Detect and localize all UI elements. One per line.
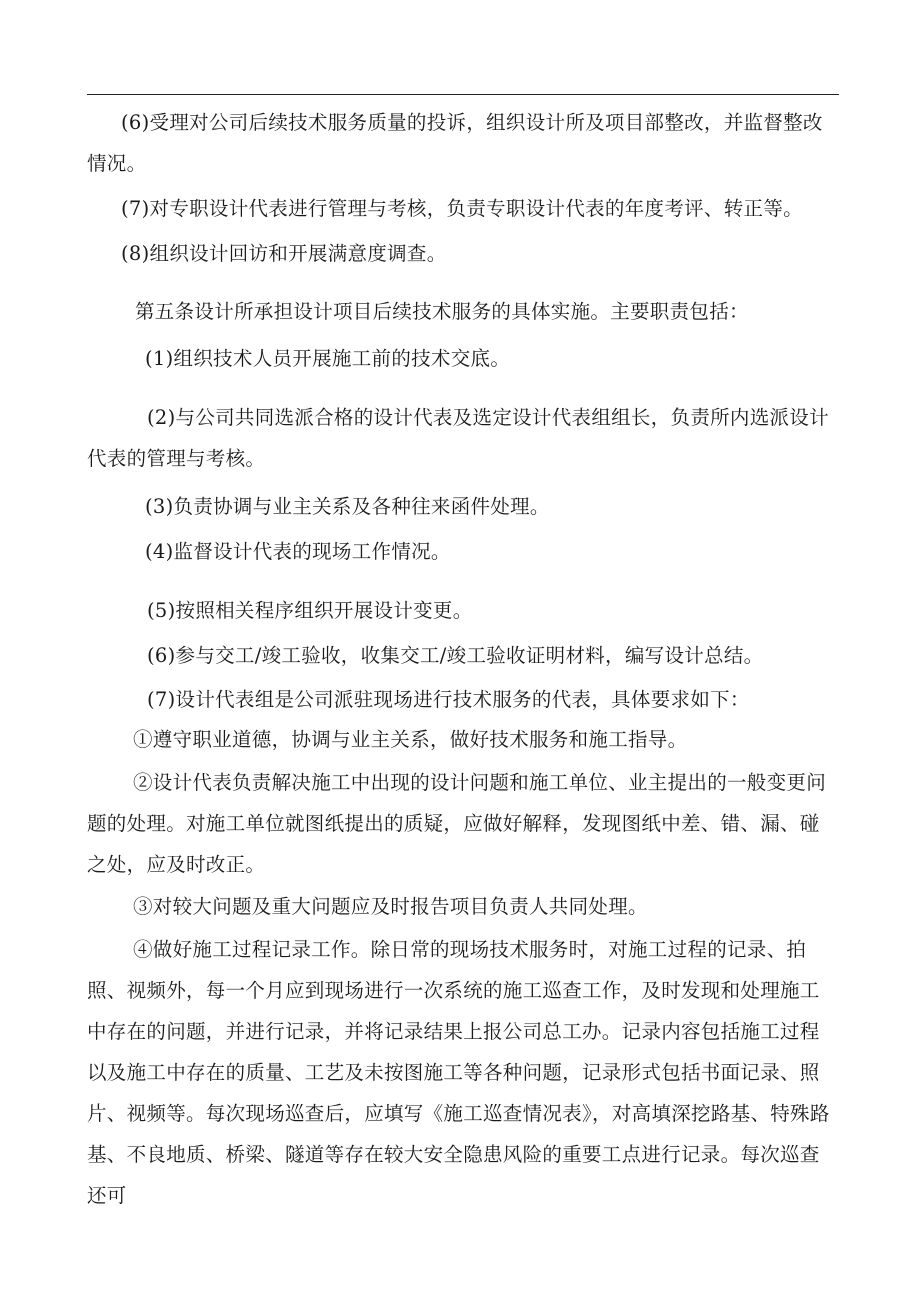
paragraph-item-8-revisit: (8)组织设计回访和开展满意度调查。 <box>121 242 447 265</box>
paragraph-item-6-acceptance: (6)参与交工/竣工验收，收集交工/竣工验收证明材料，编写设计总结。 <box>147 644 764 667</box>
requirement-4-records: ④做好施工过程记录工作。除日常的现场技术服务时，对施工过程的记录、拍照、视频外，每一个月应到现场进行一次系统的施工巡查工作，及时发现和处理施工中存在的问题，并进行记录，并将记录结果上报公司总工办。记录内容包括施工过程以及施工中存在的质量、工艺及未按图施工等各种问题，记录形式包括书面记录、照片、视频等。每次现场巡查后，应填写《施工巡查情况表》，对高填深挖路基、特殊路基、不良地质、桥梁、隧道等存在较大安全隐患风险的重要工点进行记录。每次巡查还可 <box>87 938 830 1207</box>
header-rule <box>87 94 839 95</box>
paragraph-item-7-rep-management: (7)对专职设计代表进行管理与考核，负责专职设计代表的年度考评、转正等。 <box>121 197 803 220</box>
requirement-2-problem-handling: ②设计代表负责解决施工中出现的设计问题和施工单位、业主提出的一般变更问题的处理。对施工单位就图纸提出的质疑，应做好解释，发现图纸中差、错、漏、碰之处，应及时改正。 <box>87 771 827 876</box>
paragraph-item-3-coordination: (3)负责协调与业主关系及各种往来函件处理。 <box>145 495 550 518</box>
requirement-3-reporting: ③对较大问题及重大问题应及时报告项目负责人共同处理。 <box>133 895 648 918</box>
paragraph-item-5-design-change: (5)按照相关程序组织开展设计变更。 <box>147 599 473 622</box>
paragraph-item-2-selection: (2)与公司共同选派合格的设计代表及选定设计代表组组长，负责所内选派设计代表的管理与考核。 <box>87 406 829 470</box>
article-five-heading: 第五条设计所承担设计项目后续技术服务的具体实施。主要职责包括： <box>135 300 749 323</box>
requirement-1-ethics: ①遵守职业道德，协调与业主关系，做好技术服务和施工指导。 <box>133 728 688 751</box>
paragraph-item-4-supervision: (4)监督设计代表的现场工作情况。 <box>145 540 451 563</box>
paragraph-item-1-briefing: (1)组织技术人员开展施工前的技术交底。 <box>145 347 511 370</box>
paragraph-item-6-complaints: (6)受理对公司后续技术服务质量的投诉，组织设计所及项目部整改，并监督整改情况。 <box>87 111 823 175</box>
paragraph-item-7-rep-team: (7)设计代表组是公司派驻现场进行技术服务的代表，具体要求如下： <box>147 688 750 711</box>
